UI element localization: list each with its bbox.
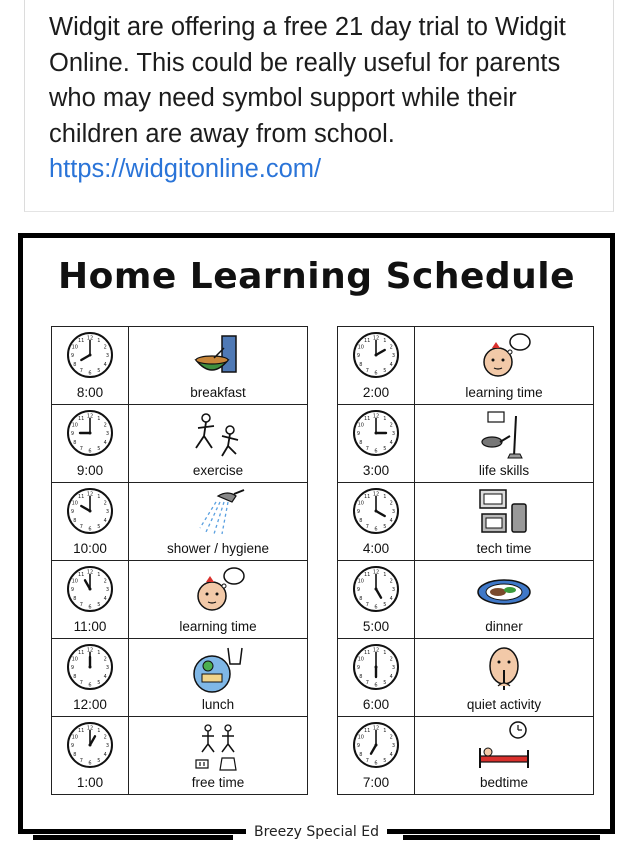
svg-text:3: 3 (105, 509, 110, 515)
svg-text:11: 11 (364, 727, 371, 734)
svg-text:8: 8 (359, 517, 363, 524)
post-text (49, 10, 605, 188)
svg-text:7: 7 (79, 602, 83, 609)
svg-text:2: 2 (389, 422, 393, 429)
poster-title: Home Learning Schedule (57, 256, 576, 297)
activity-cell (129, 561, 308, 639)
svg-text:5: 5 (383, 524, 387, 531)
activity-label: shower / hygiene (166, 541, 270, 556)
svg-text:9: 9 (70, 743, 75, 749)
activity-cell (129, 327, 308, 405)
lunch-icon (188, 642, 248, 696)
svg-text:8: 8 (359, 673, 363, 680)
svg-text:5: 5 (383, 368, 387, 375)
svg-text:8: 8 (73, 361, 77, 368)
svg-text:4: 4 (389, 361, 393, 368)
svg-text:4: 4 (389, 439, 393, 446)
schedule-row (52, 639, 308, 717)
activity-cell (415, 639, 594, 717)
svg-text:2: 2 (103, 422, 107, 429)
svg-text:11: 11 (364, 649, 371, 656)
svg-text:7: 7 (365, 524, 369, 531)
time-label: 6:00 (362, 697, 390, 712)
activity-label: breakfast (190, 385, 246, 400)
clock-icon (66, 409, 114, 457)
svg-text:7: 7 (79, 446, 83, 453)
svg-text:8: 8 (73, 439, 77, 446)
svg-text:6: 6 (88, 448, 92, 455)
activity-cell (415, 327, 594, 405)
svg-text:7: 7 (79, 368, 83, 375)
svg-text:8: 8 (359, 595, 363, 602)
schedule-row (338, 483, 594, 561)
svg-text:6: 6 (88, 682, 92, 689)
svg-text:7: 7 (365, 758, 369, 765)
svg-text:11: 11 (78, 571, 85, 578)
svg-text:12: 12 (86, 647, 94, 654)
svg-text:10: 10 (71, 500, 78, 507)
svg-text:11: 11 (78, 649, 85, 656)
time-cell (52, 639, 129, 717)
svg-text:6: 6 (88, 604, 92, 611)
time-cell (52, 561, 129, 639)
svg-text:4: 4 (389, 517, 393, 524)
schedule-row (52, 483, 308, 561)
svg-text:2: 2 (389, 734, 393, 741)
svg-text:9: 9 (70, 431, 75, 437)
svg-text:9: 9 (70, 353, 75, 359)
svg-text:1: 1 (97, 571, 101, 578)
svg-text:8: 8 (73, 595, 77, 602)
svg-text:2: 2 (103, 656, 107, 663)
schedule-row (338, 405, 594, 483)
svg-text:12: 12 (372, 335, 380, 342)
time-label: 8:00 (76, 385, 104, 400)
clock-icon (66, 487, 114, 535)
svg-text:12: 12 (86, 569, 94, 576)
time-cell (52, 405, 129, 483)
svg-text:3: 3 (105, 587, 110, 593)
post-link[interactable]: https://widgitonline.com/ (49, 155, 322, 183)
time-label: 3:00 (362, 463, 390, 478)
learning-time-icon (188, 564, 248, 618)
svg-text:2: 2 (389, 500, 393, 507)
time-label: 1:00 (76, 775, 104, 790)
time-label: 2:00 (362, 385, 390, 400)
svg-text:9: 9 (70, 665, 75, 671)
svg-text:8: 8 (73, 751, 77, 758)
svg-text:1: 1 (383, 649, 387, 656)
activity-cell (415, 483, 594, 561)
svg-text:4: 4 (389, 751, 393, 758)
svg-text:4: 4 (103, 517, 107, 524)
time-cell (52, 717, 129, 795)
time-label: 4:00 (362, 541, 390, 556)
schedule-table-right (337, 326, 594, 795)
svg-text:11: 11 (78, 415, 85, 422)
schedule-row (338, 717, 594, 795)
svg-text:10: 10 (357, 578, 364, 585)
time-cell (338, 561, 415, 639)
svg-text:7: 7 (365, 680, 369, 687)
svg-text:10: 10 (357, 500, 364, 507)
post-body: Widgit are offering a free 21 day trial to Widgit Online. This could be really useful for parents who may need symbol support while their children are away from school. (49, 13, 566, 148)
svg-text:7: 7 (365, 602, 369, 609)
bedtime-icon (474, 720, 534, 774)
dinner-icon (474, 564, 534, 618)
svg-text:10: 10 (357, 734, 364, 741)
clock-icon (352, 721, 400, 769)
schedule-row (52, 717, 308, 795)
svg-text:9: 9 (356, 431, 361, 437)
svg-text:10: 10 (71, 656, 78, 663)
svg-text:8: 8 (359, 361, 363, 368)
schedule-table-left (51, 326, 308, 795)
svg-text:5: 5 (97, 680, 101, 687)
activity-label: free time (191, 775, 245, 790)
svg-text:6: 6 (374, 682, 378, 689)
schedule-row (338, 561, 594, 639)
svg-text:6: 6 (88, 370, 92, 377)
schedule-poster[interactable] (18, 233, 615, 840)
svg-text:11: 11 (78, 727, 85, 734)
clock-icon (66, 643, 114, 691)
breakfast-icon (188, 330, 248, 384)
svg-text:5: 5 (97, 368, 101, 375)
svg-text:10: 10 (71, 422, 78, 429)
svg-text:3: 3 (105, 353, 110, 359)
activity-cell (129, 717, 308, 795)
life-skills-icon (474, 408, 534, 462)
activity-cell (415, 717, 594, 795)
svg-text:6: 6 (374, 760, 378, 767)
clock-icon (352, 643, 400, 691)
svg-text:3: 3 (105, 431, 110, 437)
time-cell (338, 717, 415, 795)
svg-text:3: 3 (391, 743, 396, 749)
svg-text:3: 3 (391, 353, 396, 359)
svg-text:2: 2 (103, 500, 107, 507)
svg-text:5: 5 (383, 602, 387, 609)
svg-text:7: 7 (79, 758, 83, 765)
quiet-activity-icon (474, 642, 534, 696)
shower-icon (188, 486, 248, 540)
svg-text:2: 2 (103, 578, 107, 585)
svg-text:9: 9 (70, 509, 75, 515)
svg-text:1: 1 (383, 571, 387, 578)
svg-text:12: 12 (372, 569, 380, 576)
svg-text:5: 5 (383, 680, 387, 687)
svg-text:2: 2 (103, 344, 107, 351)
activity-label: bedtime (479, 775, 529, 790)
activity-label: tech time (476, 541, 532, 556)
svg-text:10: 10 (357, 344, 364, 351)
time-label: 10:00 (73, 541, 107, 556)
svg-text:3: 3 (105, 743, 110, 749)
time-cell (338, 405, 415, 483)
schedule-row (52, 327, 308, 405)
time-label: 5:00 (362, 619, 390, 634)
svg-text:5: 5 (97, 524, 101, 531)
time-label: 12:00 (73, 697, 107, 712)
activity-label: life skills (478, 463, 530, 478)
svg-text:3: 3 (391, 431, 396, 437)
time-label: 7:00 (362, 775, 390, 790)
activity-cell (129, 405, 308, 483)
svg-text:8: 8 (73, 517, 77, 524)
activity-label: learning time (179, 619, 257, 634)
svg-text:1: 1 (97, 337, 101, 344)
svg-text:3: 3 (391, 509, 396, 515)
svg-text:11: 11 (364, 493, 371, 500)
activity-cell (129, 483, 308, 561)
svg-text:2: 2 (389, 578, 393, 585)
clock-icon (352, 331, 400, 379)
svg-text:12: 12 (372, 413, 380, 420)
svg-text:1: 1 (383, 337, 387, 344)
svg-text:4: 4 (103, 439, 107, 446)
svg-text:5: 5 (97, 446, 101, 453)
clock-icon (66, 721, 114, 769)
svg-text:5: 5 (383, 758, 387, 765)
svg-text:11: 11 (78, 493, 85, 500)
svg-text:9: 9 (356, 509, 361, 515)
svg-text:1: 1 (383, 727, 387, 734)
schedule-row (338, 639, 594, 717)
activity-label: quiet activity (466, 697, 542, 712)
clock-icon (352, 565, 400, 613)
svg-text:3: 3 (391, 665, 396, 671)
svg-text:8: 8 (359, 751, 363, 758)
svg-text:6: 6 (374, 526, 378, 533)
svg-text:1: 1 (383, 493, 387, 500)
svg-text:10: 10 (357, 656, 364, 663)
svg-text:11: 11 (364, 415, 371, 422)
time-label: 9:00 (76, 463, 104, 478)
svg-text:4: 4 (103, 361, 107, 368)
svg-text:10: 10 (357, 422, 364, 429)
svg-text:2: 2 (389, 656, 393, 663)
svg-text:6: 6 (374, 370, 378, 377)
svg-text:9: 9 (70, 587, 75, 593)
time-label: 11:00 (73, 619, 107, 634)
clock-icon (352, 409, 400, 457)
svg-text:1: 1 (97, 727, 101, 734)
svg-text:1: 1 (97, 415, 101, 422)
svg-text:6: 6 (374, 604, 378, 611)
svg-text:9: 9 (356, 665, 361, 671)
svg-text:6: 6 (88, 526, 92, 533)
svg-text:9: 9 (356, 587, 361, 593)
clock-icon (66, 565, 114, 613)
svg-text:9: 9 (356, 743, 361, 749)
learning-time-icon (474, 330, 534, 384)
svg-text:6: 6 (374, 448, 378, 455)
svg-text:12: 12 (86, 335, 94, 342)
svg-text:9: 9 (356, 353, 361, 359)
svg-text:5: 5 (97, 758, 101, 765)
schedule-row (52, 561, 308, 639)
svg-text:10: 10 (71, 734, 78, 741)
clock-icon (66, 331, 114, 379)
post-card (24, 0, 614, 212)
free-time-icon (188, 720, 248, 774)
svg-text:11: 11 (78, 337, 85, 344)
svg-text:2: 2 (103, 734, 107, 741)
svg-text:3: 3 (391, 587, 396, 593)
svg-text:8: 8 (359, 439, 363, 446)
activity-label: exercise (192, 463, 244, 478)
svg-text:3: 3 (105, 665, 110, 671)
time-cell (338, 639, 415, 717)
svg-text:12: 12 (372, 725, 380, 732)
svg-text:6: 6 (88, 760, 92, 767)
svg-text:12: 12 (86, 725, 94, 732)
svg-text:12: 12 (86, 491, 94, 498)
svg-text:4: 4 (103, 673, 107, 680)
svg-text:12: 12 (372, 647, 380, 654)
svg-text:4: 4 (103, 595, 107, 602)
svg-text:7: 7 (79, 680, 83, 687)
svg-text:12: 12 (372, 491, 380, 498)
time-cell (52, 483, 129, 561)
svg-text:8: 8 (73, 673, 77, 680)
svg-text:7: 7 (79, 524, 83, 531)
svg-text:2: 2 (389, 344, 393, 351)
activity-label: lunch (201, 697, 235, 712)
activity-cell (415, 405, 594, 483)
svg-text:11: 11 (364, 571, 371, 578)
svg-text:12: 12 (86, 413, 94, 420)
activity-cell (415, 561, 594, 639)
clock-icon (352, 487, 400, 535)
svg-text:7: 7 (365, 368, 369, 375)
svg-text:5: 5 (383, 446, 387, 453)
svg-text:7: 7 (365, 446, 369, 453)
svg-text:5: 5 (97, 602, 101, 609)
time-cell (338, 327, 415, 405)
svg-text:4: 4 (389, 673, 393, 680)
schedule-row (338, 327, 594, 405)
schedule-row (52, 405, 308, 483)
activity-cell (129, 639, 308, 717)
svg-text:10: 10 (71, 344, 78, 351)
svg-text:4: 4 (103, 751, 107, 758)
svg-text:4: 4 (389, 595, 393, 602)
time-cell (338, 483, 415, 561)
svg-text:1: 1 (97, 649, 101, 656)
time-cell (52, 327, 129, 405)
exercise-icon (188, 408, 248, 462)
svg-text:1: 1 (97, 493, 101, 500)
svg-text:1: 1 (383, 415, 387, 422)
svg-text:10: 10 (71, 578, 78, 585)
activity-label: dinner (485, 619, 523, 634)
tech-time-icon (474, 486, 534, 540)
activity-label: learning time (465, 385, 543, 400)
poster-footer: Breezy Special Ed (23, 824, 610, 840)
svg-text:11: 11 (364, 337, 371, 344)
